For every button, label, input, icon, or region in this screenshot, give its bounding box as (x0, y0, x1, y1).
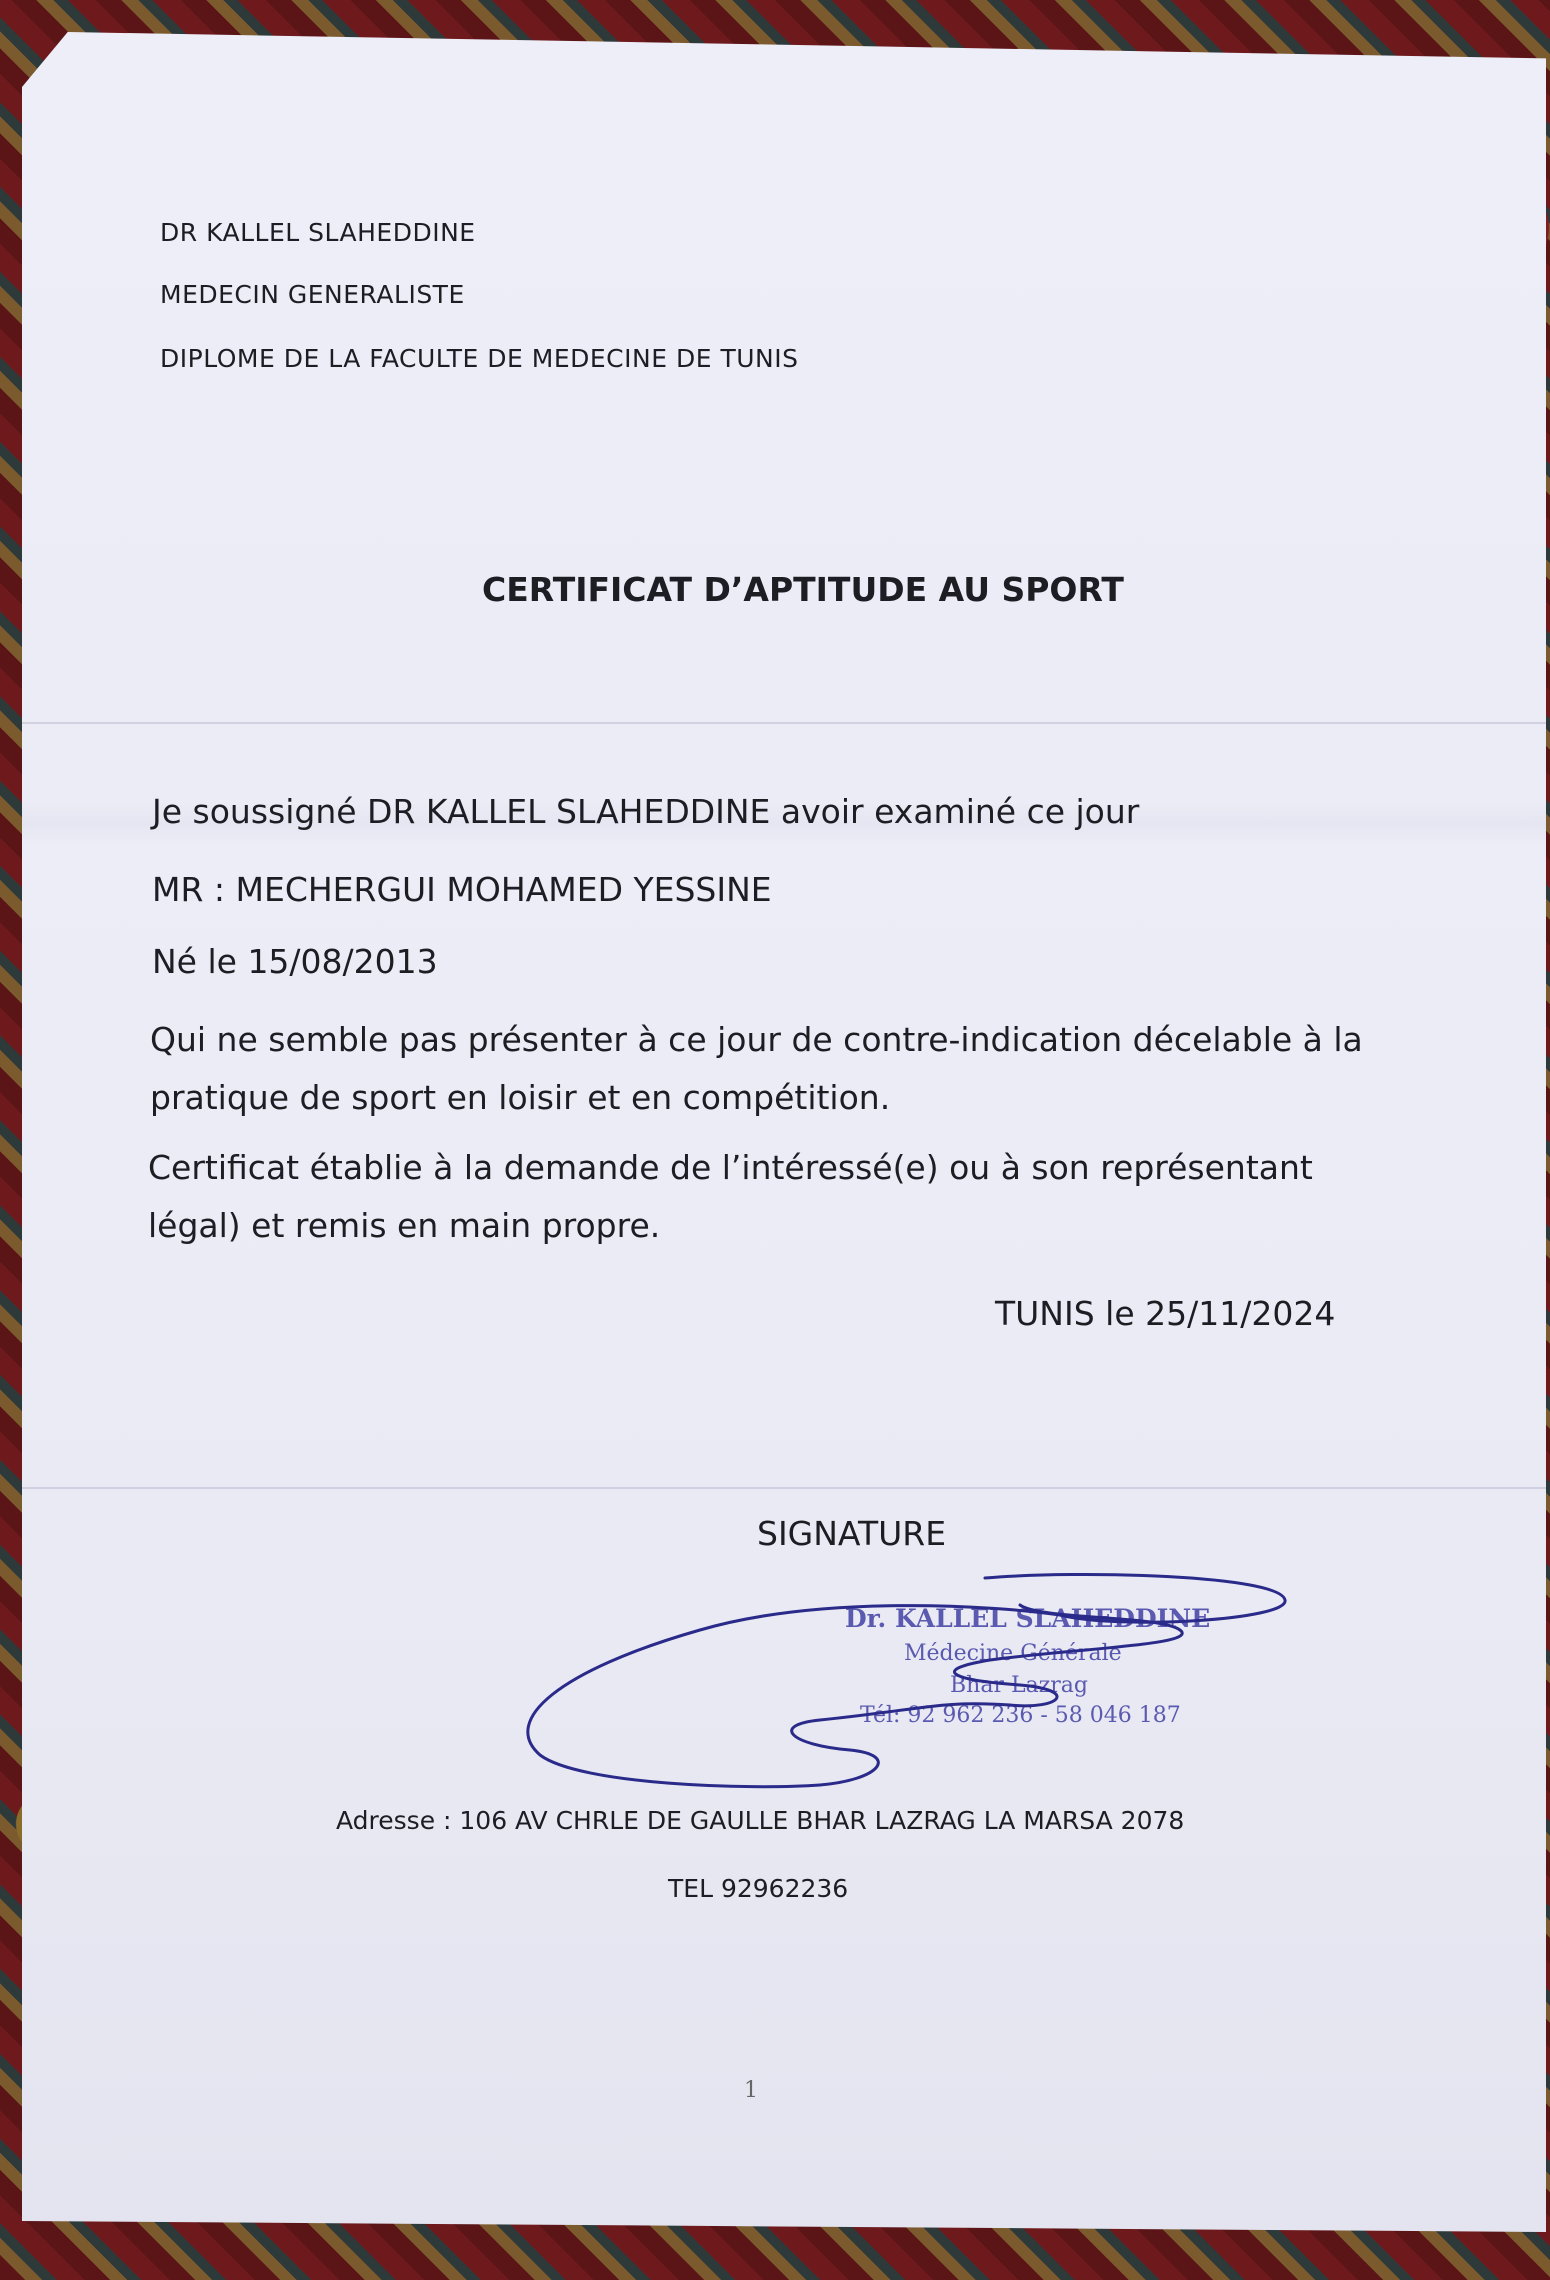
body-line-examined: Je soussigné DR KALLEL SLAHEDDINE avoir examiné ce jour (152, 792, 1140, 831)
stamp-phone: Tél: 92 962 236 - 58 046 187 (860, 1703, 1181, 1728)
signature-label: SIGNATURE (757, 1514, 947, 1553)
stamp-specialty: Médecine Générale (904, 1641, 1122, 1666)
stamp-doctor-name: Dr. KALLEL SLAHEDDINE (845, 1604, 1211, 1633)
footer-address: Adresse : 106 AV CHRLE DE GAULLE BHAR LAZRAG LA MARSA 2078 (336, 1806, 1185, 1835)
handwritten-signature (520, 1560, 1300, 1810)
body-paragraph-1-line-1: Qui ne semble pas présenter à ce jour de contre-indication décelable à la (150, 1020, 1363, 1059)
paper-fold-line (22, 1487, 1546, 1489)
doctor-name: DR KALLEL SLAHEDDINE (160, 218, 476, 247)
doctor-specialty: MEDECIN GENERALISTE (160, 280, 465, 309)
paper-fold-line (22, 722, 1546, 724)
body-paragraph-1-line-2: pratique de sport en loisir et en compétition. (150, 1078, 891, 1117)
stamp-location: Bhar Lazrag (950, 1673, 1088, 1698)
body-paragraph-2-line-1: Certificat établie à la demande de l’intéressé(e) ou à son représentant (148, 1148, 1313, 1187)
patient-name: MR : MECHERGUI MOHAMED YESSINE (152, 870, 772, 909)
doctor-diploma: DIPLOME DE LA FACULTE DE MEDECINE DE TUNIS (160, 344, 799, 373)
footer-phone: TEL 92962236 (668, 1874, 849, 1903)
place-and-date: TUNIS le 25/11/2024 (995, 1294, 1336, 1333)
page-number: 1 (744, 2078, 758, 2103)
certificate-title: CERTIFICAT D’APTITUDE AU SPORT (482, 570, 1124, 609)
patient-birthdate: Né le 15/08/2013 (152, 942, 438, 981)
body-paragraph-2-line-2: légal) et remis en main propre. (148, 1206, 661, 1245)
